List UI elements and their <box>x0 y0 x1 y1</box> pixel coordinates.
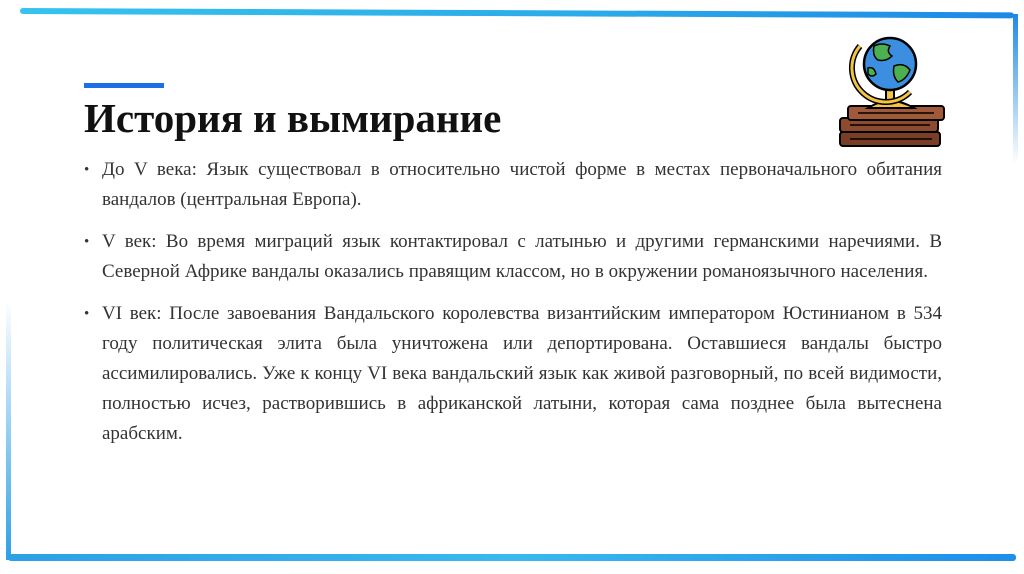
bullet-item <box>84 155 942 215</box>
bullet-text: До V века: Язык существовал в относительно чистой форме в местах первоначального обитания вандалов (центральная Европа). <box>102 159 942 210</box>
frame-left-line <box>6 300 11 560</box>
bullet-marker: • <box>84 234 90 250</box>
globe-on-books-icon <box>834 32 946 152</box>
bullet-marker: • <box>84 162 90 178</box>
frame-bottom-line <box>8 554 1016 561</box>
slide-title: История и вымирание <box>84 95 502 141</box>
title-accent-bar <box>84 83 164 88</box>
bullet-list <box>84 155 942 461</box>
frame-right-line <box>1013 14 1018 164</box>
bullet-marker: • <box>84 306 90 322</box>
bullet-text: V век: Во время миграций язык контактировал с латынью и другими германскими наречиями. В Северной Африке вандалы оказались правящим классом, но в окружении романоязычного населения. <box>102 231 942 282</box>
bullet-item <box>84 299 942 449</box>
bullet-item <box>84 227 942 287</box>
bullet-text: VI век: После завоевания Вандальского королевства византийским императором Юстинианом в 534 году политическая элита была уничтожена или депортирована. Оставшиеся вандалы быстро ассимилировались. Уже к концу VI века вандальский язык как живой разговорный, по всей видимости, полностью исчез, растворившись в африканской латыни, которая сама позднее была вытеснена арабским. <box>102 303 942 444</box>
frame-top-line <box>20 8 1014 18</box>
